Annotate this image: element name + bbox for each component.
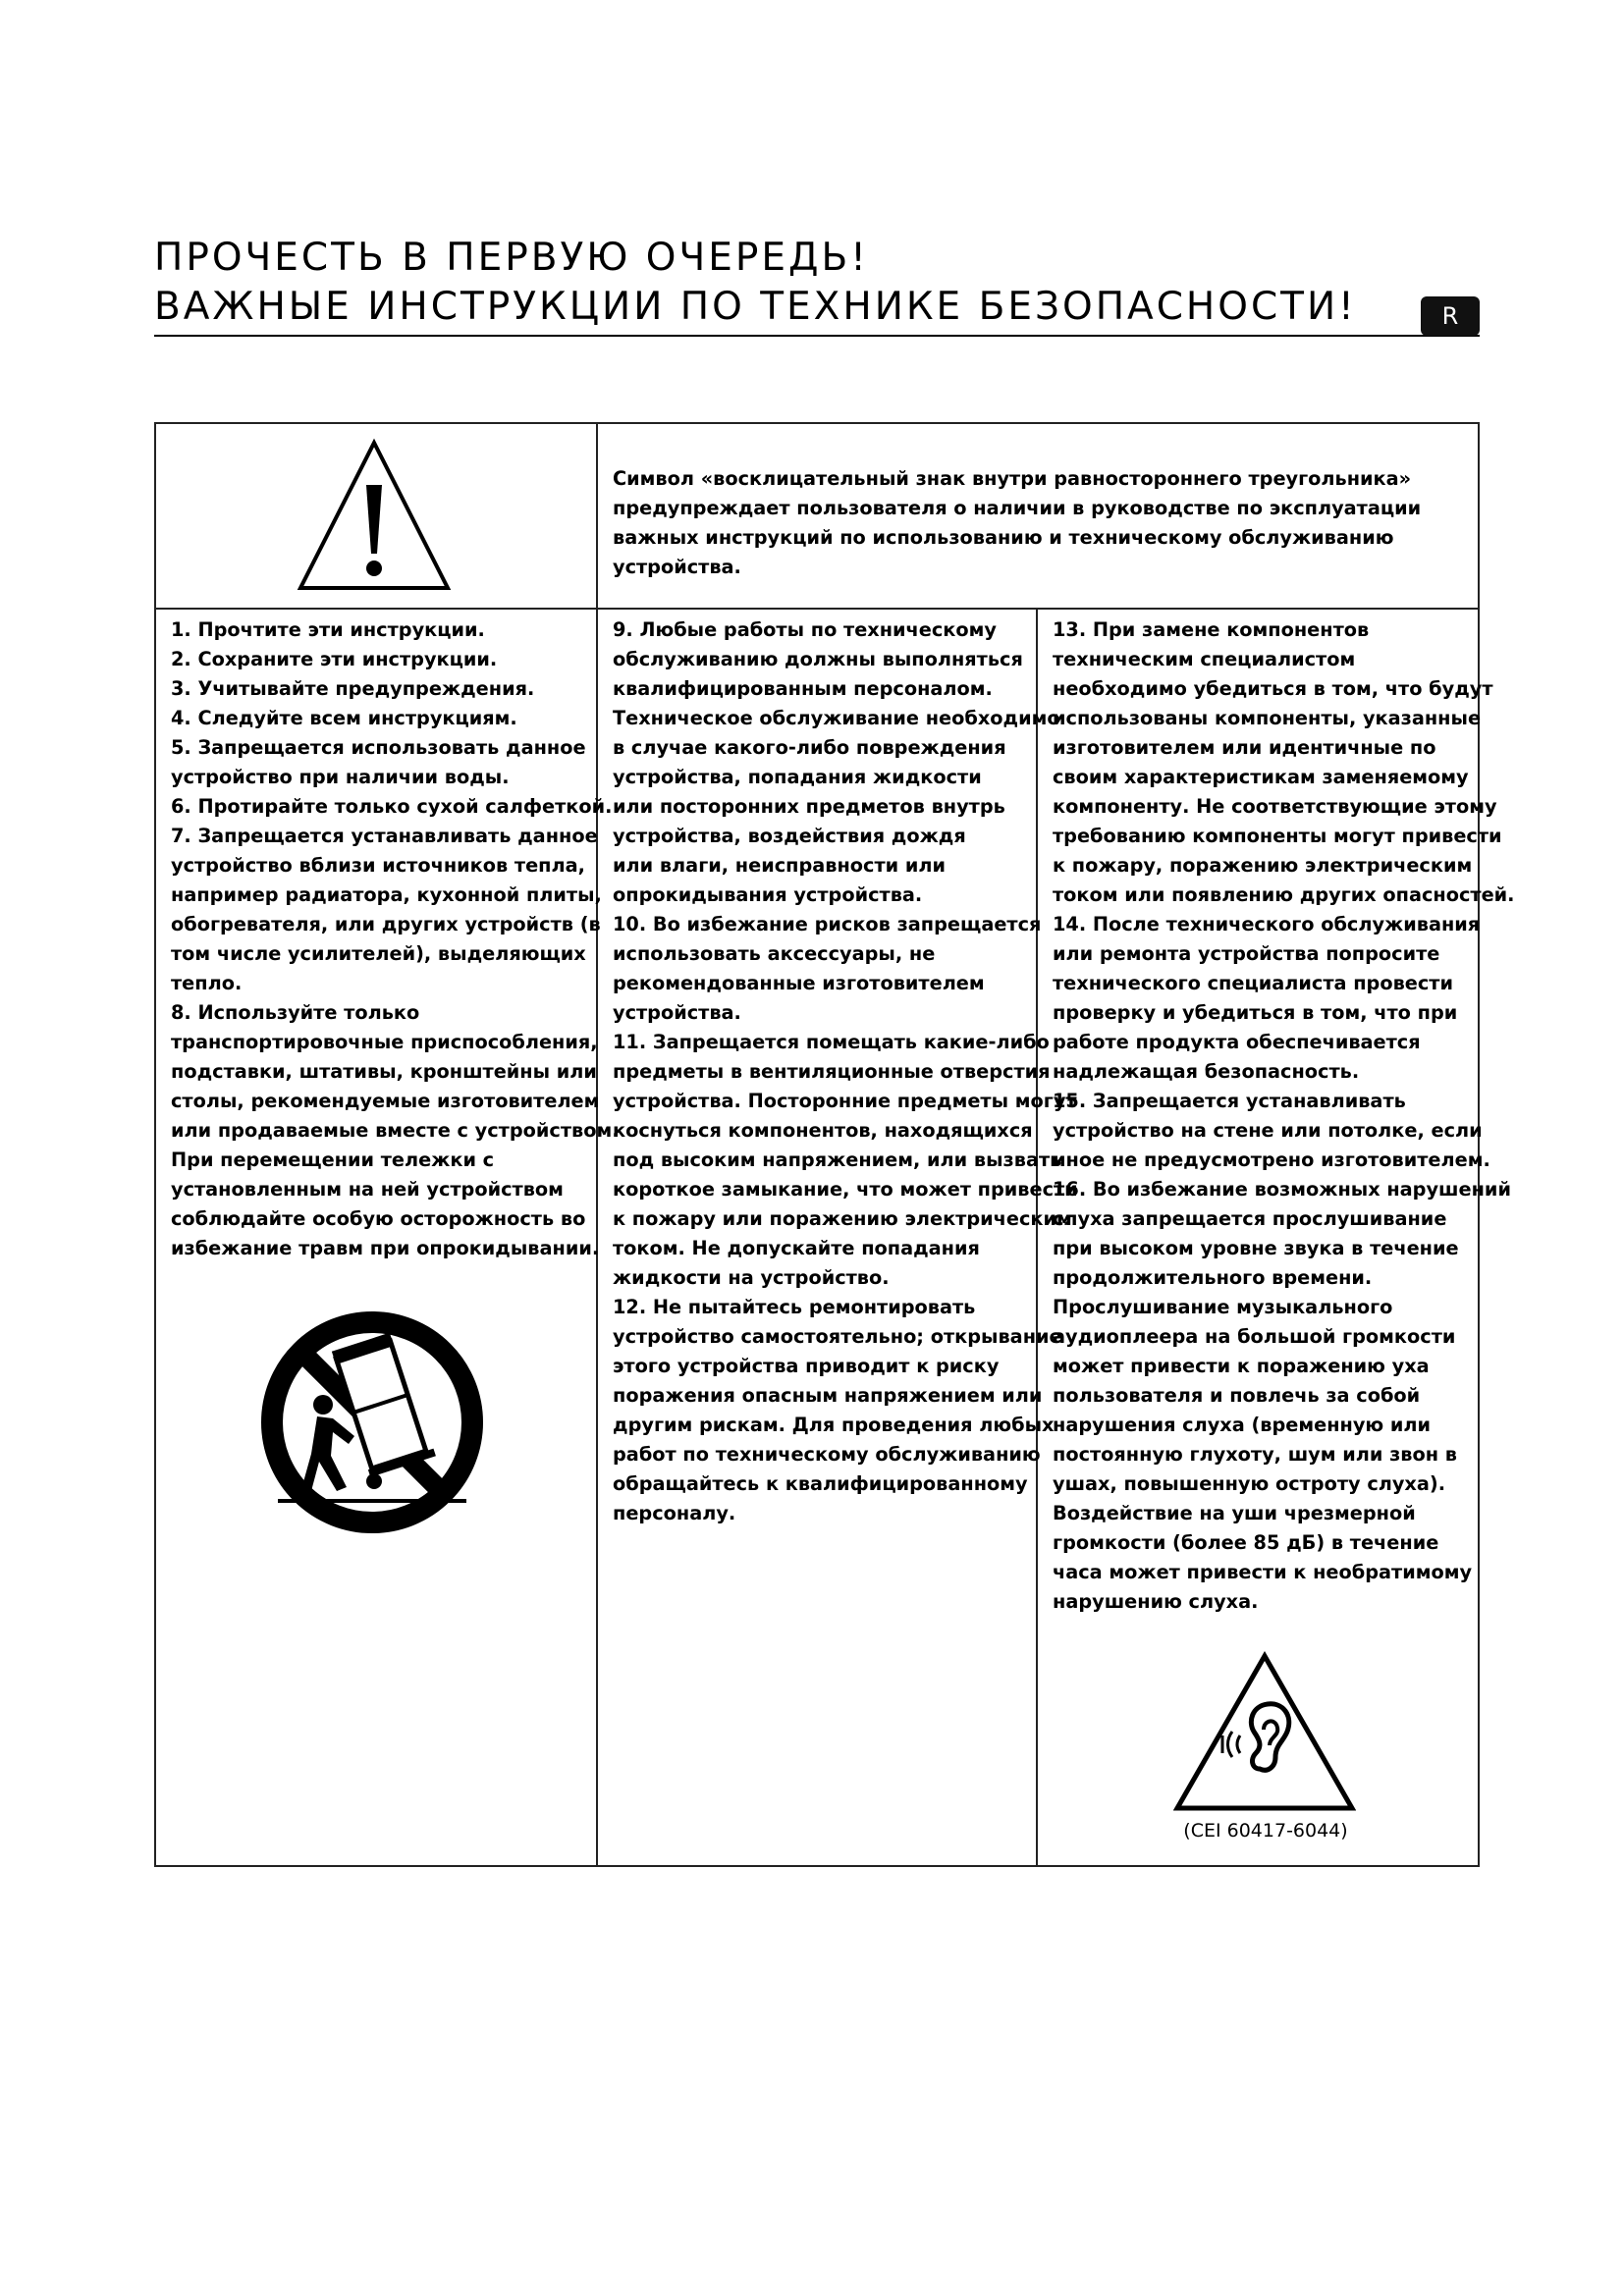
- instruction-line: 7. Запрещается устанавливать данное: [171, 825, 598, 847]
- instruction-line: персоналу.: [613, 1502, 736, 1524]
- instruction-line: под высоким напряжением, или вызвать: [613, 1148, 1062, 1171]
- instruction-line: 14. После технического обслуживания: [1053, 913, 1481, 935]
- divider-horizontal: [154, 608, 1480, 610]
- instruction-line: или посторонних предметов внутрь: [613, 795, 1005, 818]
- instruction-line: Воздействие на уши чрезмерной: [1053, 1502, 1416, 1524]
- instruction-line: нарушению слуха.: [1053, 1590, 1259, 1613]
- instruction-line: обращайтесь к квалифицированному: [613, 1472, 1028, 1495]
- hearing-damage-warning-icon: [1173, 1651, 1356, 1814]
- instruction-line: надлежащая безопасность.: [1053, 1060, 1360, 1083]
- instruction-line: При перемещении тележки с: [171, 1148, 495, 1171]
- exclamation-triangle-icon: [297, 438, 452, 593]
- instruction-line: пользователя и повлечь за собой: [1053, 1384, 1421, 1407]
- instruction-line: 12. Не пытайтесь ремонтировать: [613, 1296, 976, 1318]
- instruction-line: к пожару, поражению электрическим: [1053, 854, 1473, 877]
- instruction-line: обслуживанию должны выполняться: [613, 648, 1023, 670]
- instruction-line: устройства, попадания жидкости: [613, 766, 982, 788]
- instruction-line: к пожару или поражению электрическим: [613, 1207, 1072, 1230]
- instruction-line: использовать аксессуары, не: [613, 942, 936, 965]
- page-header: [154, 234, 1480, 332]
- instruction-line: может привести к поражению уха: [1053, 1355, 1430, 1377]
- instruction-line: опрокидывания устройства.: [613, 883, 923, 906]
- instruction-line: устройства. Посторонние предметы могут: [613, 1090, 1077, 1112]
- instruction-line: 15. Запрещается устанавливать: [1053, 1090, 1406, 1112]
- instruction-line: в случае какого-либо повреждения: [613, 736, 1006, 759]
- instruction-line: Прослушивание музыкального: [1053, 1296, 1393, 1318]
- instruction-line: устройство самостоятельно; открывание: [613, 1325, 1062, 1348]
- instruction-line: избежание травм при опрокидывании.: [171, 1237, 600, 1259]
- instruction-line: например радиатора, кухонной плиты,: [171, 883, 602, 906]
- instruction-line: обогревателя, или других устройств (в: [171, 913, 601, 935]
- instruction-line: или продаваемые вместе с устройством.: [171, 1119, 620, 1142]
- instruction-line: продолжительного времени.: [1053, 1266, 1373, 1289]
- instruction-line: 2. Сохраните эти инструкции.: [171, 648, 498, 670]
- instruction-line: столы, рекомендуемые изготовителем: [171, 1090, 600, 1112]
- instruction-line: том числе усилителей), выделяющих: [171, 942, 586, 965]
- instruction-line: подставки, штативы, кронштейны или: [171, 1060, 597, 1083]
- instruction-line: работе продукта обеспечивается: [1053, 1031, 1421, 1053]
- instruction-line: громкости (более 85 дБ) в течение: [1053, 1531, 1439, 1554]
- instruction-line: 1. Прочтите эти инструкции.: [171, 618, 485, 641]
- instruction-line: соблюдайте особую осторожность во: [171, 1207, 586, 1230]
- instruction-line: 8. Используйте только: [171, 1001, 420, 1024]
- instruction-line: устройства, воздействия дождя: [613, 825, 966, 847]
- instruction-line: током или появлению других опасностей.: [1053, 883, 1515, 906]
- instruction-line: 9. Любые работы по техническому: [613, 618, 997, 641]
- instruction-line: аудиоплеера на большой громкости: [1053, 1325, 1456, 1348]
- instruction-line: устройство при наличии воды.: [171, 766, 510, 788]
- instruction-line: 3. Учитывайте предупреждения.: [171, 677, 535, 700]
- instruction-line: своим характеристикам заменяемому: [1053, 766, 1469, 788]
- instruction-line: 16. Во избежание возможных нарушений: [1053, 1178, 1511, 1201]
- instruction-line: установленным на ней устройством: [171, 1178, 564, 1201]
- cei-standard-code: (CEI 60417-6044): [1183, 1820, 1348, 1842]
- cart-tip-over-warning-icon: [258, 1308, 486, 1536]
- instruction-line: транспортировочные приспособления,: [171, 1031, 598, 1053]
- instruction-line: проверку и убедиться в том, что при: [1053, 1001, 1458, 1024]
- instructions-column-1: [171, 615, 620, 1263]
- header-underline: [154, 335, 1480, 337]
- instruction-line: током. Не допускайте попадания: [613, 1237, 980, 1259]
- instructions-column-2: [613, 615, 1078, 1528]
- instruction-line: 6. Протирайте только сухой салфеткой.: [171, 795, 613, 818]
- instruction-line: устройство на стене или потолке, если: [1053, 1119, 1483, 1142]
- instruction-line: коснуться компонентов, находящихся: [613, 1119, 1033, 1142]
- instruction-line: 10. Во избежание рисков запрещается: [613, 913, 1042, 935]
- instruction-line: жидкости на устройство.: [613, 1266, 890, 1289]
- instruction-line: необходимо убедиться в том, что будут: [1053, 677, 1493, 700]
- instruction-line: иное не предусмотрено изготовителем.: [1053, 1148, 1490, 1171]
- instruction-line: компоненту. Не соответствующие этому: [1053, 795, 1497, 818]
- instruction-line: этого устройства приводит к риску: [613, 1355, 1000, 1377]
- instruction-line: изготовителем или идентичные по: [1053, 736, 1436, 759]
- instruction-line: 13. При замене компонентов: [1053, 618, 1370, 641]
- instruction-line: тепло.: [171, 972, 243, 994]
- instruction-line: поражения опасным напряжением или: [613, 1384, 1043, 1407]
- instruction-line: 5. Запрещается использовать данное: [171, 736, 586, 759]
- instruction-line: короткое замыкание, что может привести: [613, 1178, 1078, 1201]
- instruction-line: предметы в вентиляционные отверстия: [613, 1060, 1051, 1083]
- instruction-line: другим рискам. Для проведения любых: [613, 1414, 1055, 1436]
- instruction-line: использованы компоненты, указанные: [1053, 707, 1482, 729]
- instruction-line: Техническое обслуживание необходимо: [613, 707, 1060, 729]
- instruction-line: или ремонта устройства попросите: [1053, 942, 1440, 965]
- instruction-line: слуха запрещается прослушивание: [1053, 1207, 1447, 1230]
- symbol-description: Символ «восклицательный знак внутри равностороннего треугольника» предупреждает пользователя о наличии в руководстве по эксплуатации важных инструкций по использованию и техническому обслуживанию устройства.: [613, 467, 1422, 578]
- instruction-line: ушах, повышенную остроту слуха).: [1053, 1472, 1446, 1495]
- instruction-line: технического специалиста провести: [1053, 972, 1453, 994]
- instruction-line: или влаги, неисправности или: [613, 854, 947, 877]
- page-title-line-2: ВАЖНЫЕ ИНСТРУКЦИИ ПО ТЕХНИКЕ БЕЗОПАСНОСТИ!: [154, 285, 1357, 329]
- page-title-line-1: ПРОЧЕСТЬ В ПЕРВУЮ ОЧЕРЕДЬ!: [154, 236, 869, 280]
- language-badge: R: [1421, 296, 1480, 336]
- instruction-line: устройства.: [613, 1001, 741, 1024]
- instruction-line: 11. Запрещается помещать какие-либо: [613, 1031, 1050, 1053]
- instruction-line: часа может привести к необратимому: [1053, 1561, 1473, 1583]
- instruction-line: нарушения слуха (временную или: [1053, 1414, 1432, 1436]
- instruction-line: рекомендованные изготовителем: [613, 972, 985, 994]
- instruction-line: 4. Следуйте всем инструкциям.: [171, 707, 517, 729]
- instructions-column-3: [1053, 615, 1515, 1617]
- instruction-line: квалифицированным персоналом.: [613, 677, 993, 700]
- instruction-line: требованию компоненты могут привести: [1053, 825, 1502, 847]
- instruction-line: постоянную глухоту, шум или звон в: [1053, 1443, 1457, 1466]
- instruction-line: при высоком уровне звука в течение: [1053, 1237, 1459, 1259]
- instruction-line: устройство вблизи источников тепла,: [171, 854, 585, 877]
- instruction-line: работ по техническому обслуживанию: [613, 1443, 1041, 1466]
- instruction-line: техническим специалистом: [1053, 648, 1356, 670]
